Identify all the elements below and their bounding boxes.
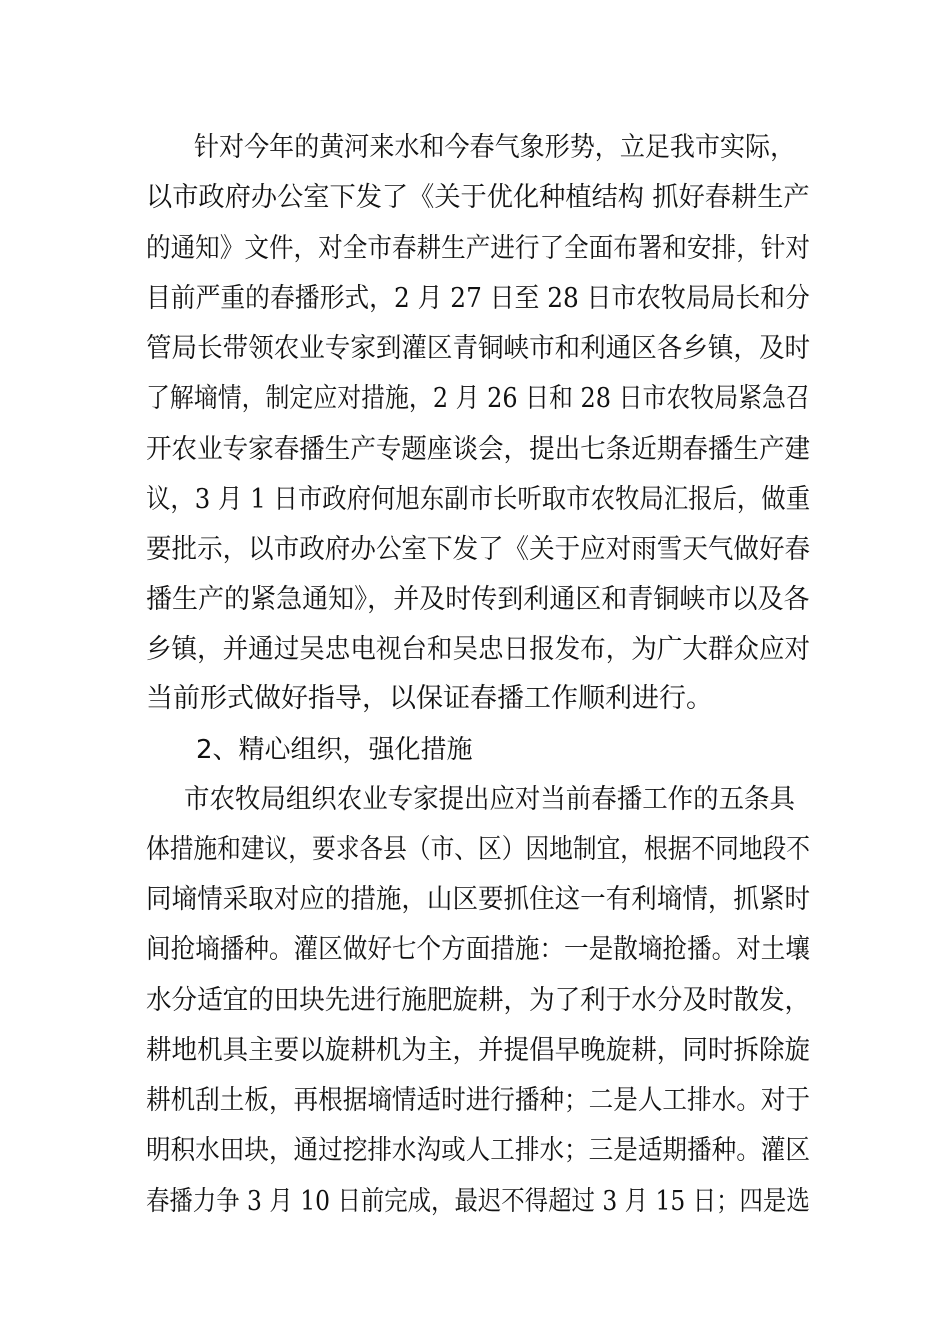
paragraph-2-line: 体措施和建议，要求各县（市、区）因地制宜，根据不同地段不 <box>146 834 810 865</box>
paragraph-1-line: 开农业专家春播生产专题座谈会，提出七条近期春播生产建 <box>146 434 811 465</box>
section-heading: 2、精心组织，强化措施 <box>196 735 473 765</box>
paragraph-1-line: 当前形式做好指导，以保证春播工作顺利进行。 <box>146 683 713 714</box>
paragraph-1-line: 管局长带领农业专家到灌区青铜峡市和利通区各乡镇，及时 <box>146 333 811 364</box>
paragraph-2-line: 市农牧局组织农业专家提出应对当前春播工作的五条具 <box>184 784 795 815</box>
paragraph-1-line: 的通知》文件，对全市春耕生产进行了全面布署和安排，针对 <box>146 233 810 264</box>
paragraph-2-line: 耕机刮土板，再根据墒情适时进行播种；二是人工排水。对于 <box>146 1085 810 1116</box>
paragraph-2-line: 水分适宜的田块先进行施肥旋耕，为了利于水分及时散发， <box>146 985 811 1016</box>
paragraph-1-line: 要批示，以市政府办公室下发了《关于应对雨雪天气做好春 <box>146 534 811 565</box>
paragraph-2-line: 耕地机具主要以旋耕机为主，并提倡早晚旋耕，同时拆除旋 <box>146 1035 811 1066</box>
paragraph-1-line: 以市政府办公室下发了《关于优化种植结构 抓好春耕生产 <box>146 182 810 213</box>
paragraph-1-line: 议，3 月 1 日市政府何旭东副市长听取市农牧局汇报后，做重 <box>146 484 811 515</box>
paragraph-1-line: 播生产的紧急通知》，并及时传到利通区和青铜峡市以及各 <box>146 584 810 615</box>
paragraph-1-line: 了解墒情，制定应对措施，2 月 26 日和 28 日市农牧局紧急召 <box>146 383 810 414</box>
paragraph-1-line: 乡镇，并通过吴忠电视台和吴忠日报发布，为广大群众应对 <box>146 634 811 665</box>
paragraph-1-line: 针对今年的黄河来水和今春气象形势，立足我市实际， <box>194 132 796 163</box>
paragraph-2-line: 间抢墒播种。灌区做好七个方面措施：一是散墒抢播。对土壤 <box>146 934 810 965</box>
paragraph-2-line: 春播力争 3 月 10 日前完成，最迟不得超过 3 月 15 日；四是选 <box>146 1186 810 1217</box>
paragraph-2-line: 同墒情采取对应的措施，山区要抓住这一有利墒情，抓紧时 <box>146 884 811 915</box>
paragraph-2-line: 明积水田块，通过挖排水沟或人工排水；三是适期播种。灌区 <box>146 1135 810 1166</box>
paragraph-1-line: 目前严重的春播形式，2 月 27 日至 28 日市农牧局局长和分 <box>146 283 810 314</box>
